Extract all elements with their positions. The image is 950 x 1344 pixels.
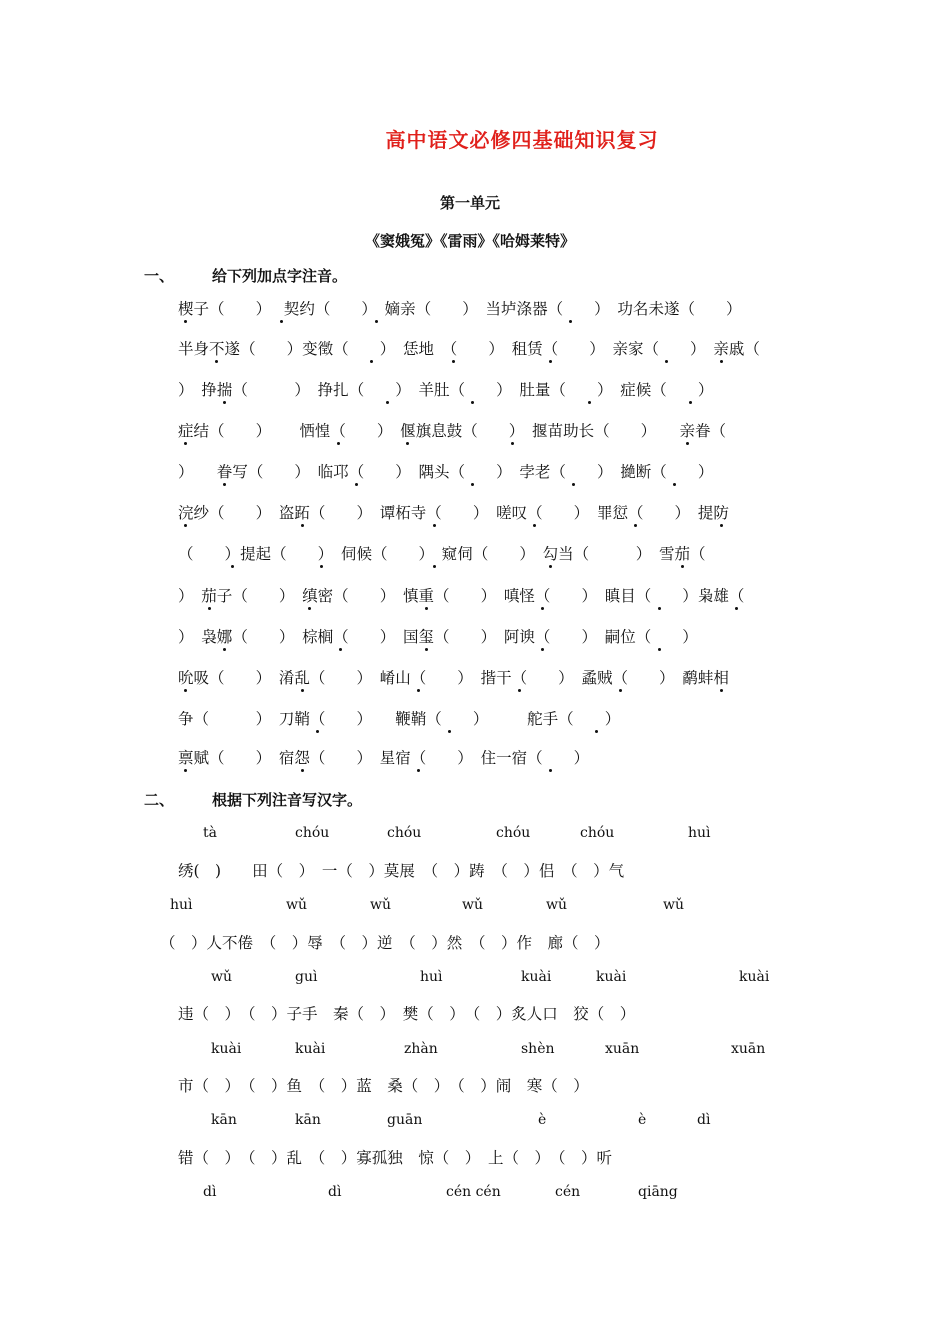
pinyin-label: wǔ <box>286 897 307 913</box>
question-line: 浣纱（ ） 盗跖（ ） 谭柘寺（ ） 嗟叹（ ） 罪愆（ ） 提防 <box>178 504 729 522</box>
pinyin-label: dì <box>697 1112 711 1128</box>
pinyin-label: kuài <box>521 969 552 985</box>
question-line: ） 挣揣（ ） 挣扎（ ） 羊肚（ ） 肚量（ ） 症候（ ） <box>178 381 714 399</box>
pinyin-label: guān <box>387 1112 423 1128</box>
unit-heading: 第一单元 <box>439 194 500 212</box>
pinyin-label: huì <box>420 969 443 985</box>
pinyin-label: kān <box>295 1112 321 1128</box>
section-1-text: 给下列加点字注音。 <box>212 267 348 285</box>
question-line: ） 茄子（ ） 缜密（ ） 慎重（ ） 嗔怪（ ） 瞋目（ ）枭雄（ <box>178 587 745 605</box>
question-line: 楔子（ ） 契约（ ） 嫡亲（ ） 当垆涤器（ ） 功名未遂（ ） <box>178 300 742 318</box>
pinyin-label: huì <box>170 897 193 913</box>
fill-in-line: 违（ ） （ ）子手 秦（ ） 樊（ ） （ ）炙人口 狡（ ） <box>178 1005 636 1023</box>
pinyin-label: qiāng <box>638 1184 678 1200</box>
pinyin-label: kuài <box>596 969 627 985</box>
question-line: 半身不遂（ ）变徵（ ） 恁地 （ ） 租赁（ ） 亲家（ ） 亲戚（ <box>178 340 760 358</box>
pinyin-label: è <box>538 1112 547 1128</box>
pinyin-label: dì <box>203 1184 217 1200</box>
pinyin-label: wǔ <box>370 897 391 913</box>
pinyin-label: chóu <box>580 825 615 841</box>
question-line: ） 袅娜（ ） 棕榈（ ） 国玺（ ） 阿谀（ ） 嗣位（ ） <box>178 628 698 646</box>
pinyin-label: wǔ <box>546 897 567 913</box>
texts-heading: 《窦娥冤》《雷雨》《哈姆莱特》 <box>364 232 575 250</box>
fill-in-line: 绣( ) 田（ ） 一（ ）莫展 （ ）踌 （ ）侣 （ ）气 <box>178 862 625 880</box>
section-2-text: 根据下列注音写汉字。 <box>212 791 363 809</box>
pinyin-label: è <box>638 1112 647 1128</box>
section-1-heading <box>144 265 347 286</box>
question-line: （ ）提起（ ） 伺候（ ） 窥伺（ ） 勾当（ ） 雪茄（ <box>178 545 706 563</box>
fill-in-line: 错（ ） （ ）乱 （ ）寡孤独 惊（ ） 上（ ） （ ）听 <box>178 1149 613 1167</box>
section-2-number: 二、 <box>144 791 175 809</box>
pinyin-label: dì <box>328 1184 342 1200</box>
section-1-number: 一、 <box>144 267 175 285</box>
question-line: 争（ ） 刀鞘（ ） 鞭鞘（ ） 舵手（ ） <box>178 710 621 728</box>
pinyin-label: xuān <box>605 1041 640 1057</box>
pinyin-label: wǔ <box>663 897 684 913</box>
pinyin-label: wǔ <box>462 897 483 913</box>
question-line: 症结（ ） 恓惶（ ） 偃旗息鼓（ ） 揠苗助长（ ） 亲眷（ <box>178 422 727 440</box>
section-2-heading <box>144 789 362 810</box>
pinyin-label: xuān <box>731 1041 766 1057</box>
pinyin-label: chóu <box>387 825 422 841</box>
document-title: 高中语文必修四基础知识复习 <box>385 128 659 152</box>
pinyin-label: chóu <box>496 825 531 841</box>
fill-in-line: （ ）人不倦 （ ）辱 （ ）逆 （ ）然 （ ）作 廊（ ） <box>160 934 610 952</box>
pinyin-label: huì <box>688 825 711 841</box>
pinyin-label: kuài <box>739 969 770 985</box>
pinyin-label: cén <box>555 1184 581 1200</box>
pinyin-label: chóu <box>295 825 330 841</box>
pinyin-label: cén cén <box>446 1184 501 1200</box>
question-line: ） 眷写（ ） 临邛（ ） 隅头（ ） 孛老（ ） 撧断（ ） <box>178 463 714 481</box>
pinyin-label: zhàn <box>404 1041 438 1057</box>
question-line: 吮吸（ ） 淆乱（ ） 崤山（ ） 揩干（ ） 蟊贼（ ） 鹬蚌相 <box>178 669 729 687</box>
pinyin-label: wǔ <box>211 969 232 985</box>
pinyin-label: guì <box>295 969 318 985</box>
pinyin-label: shèn <box>521 1041 555 1057</box>
question-line: 禀赋（ ） 宿怨（ ） 星宿（ ） 住一宿（ ） <box>178 749 590 767</box>
pinyin-label: kān <box>211 1112 237 1128</box>
pinyin-label: tà <box>203 825 217 841</box>
fill-in-line: 市（ ） （ ）鱼 （ ）蓝 桑（ ） （ ）闹 寒（ ） <box>178 1077 589 1095</box>
pinyin-label: kuài <box>295 1041 326 1057</box>
pinyin-label: kuài <box>211 1041 242 1057</box>
